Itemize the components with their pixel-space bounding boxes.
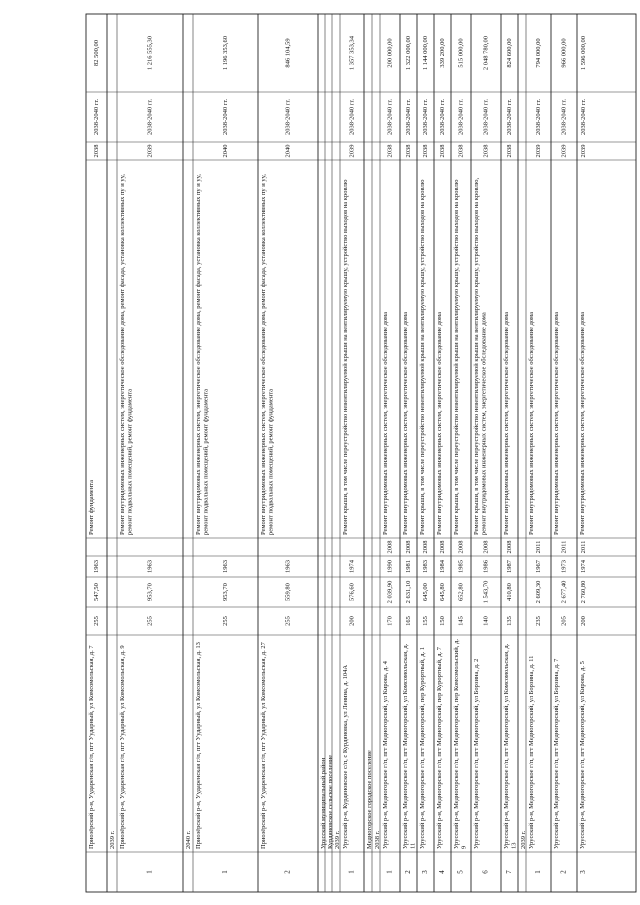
work-cell-line: Ремонт внутридомовых инженерных систем, энергетическое обследование дома	[553, 311, 561, 535]
work-cell-line: ремонт подвальных помещений, ремонт фундамента	[202, 388, 210, 535]
area-cell: 2 760,80	[579, 580, 587, 604]
period-cell: 2038-2040 гг.	[92, 98, 100, 136]
address-cell-line: Приозёрский р-н, Уударенская г/п, пгт Уударный, ул Комсомольская, д. 27	[260, 642, 268, 849]
address-cell	[528, 656, 535, 849]
address-cell-line: Приозёрский р-н, Уударенская г/п, пгт Уударный, ул Комсомольская, д. 13	[195, 642, 203, 849]
year-built-cell: 1981	[404, 560, 412, 573]
period-cell: 2038-2040 гг.	[505, 98, 513, 136]
cost-cell: 1 357 353,34	[348, 35, 356, 71]
plan-year-cell: 2038	[404, 144, 412, 158]
year-built-cell: 1986	[482, 560, 490, 573]
group-label-line: Курдяновское сельское поселение	[327, 754, 335, 849]
value-a-cell: 255	[92, 616, 100, 626]
year-built-cell: 1987	[505, 560, 513, 573]
table-row	[579, 36, 587, 874]
table-row	[88, 40, 100, 849]
group-row	[185, 830, 192, 849]
address-cell	[503, 643, 518, 849]
work-cell	[419, 179, 426, 535]
table-row	[342, 35, 355, 874]
group-label	[320, 757, 327, 849]
work-cell-line: Ремонт внутридомовых инженерных систем, энергетическое обследование дома, ремонт фасада, установка коллективных пу и уу,	[260, 174, 268, 535]
group-label	[327, 755, 334, 849]
cost-cell: 339 200,00	[438, 38, 446, 68]
value-a-cell: 200	[579, 616, 587, 626]
cost-cell: 794 000,00	[534, 38, 542, 68]
period-cell: 2038-2040 гг.	[579, 98, 587, 136]
row-number: 2	[404, 870, 413, 874]
year-repair-cell: 2011	[534, 540, 542, 554]
group-label	[109, 830, 116, 849]
work-cell	[260, 174, 275, 535]
plan-year-cell: 2040	[284, 144, 292, 158]
period-cell: 2038-2040 гг.	[146, 98, 154, 136]
area-cell: 2 609,30	[534, 580, 542, 604]
work-cell	[402, 312, 409, 535]
value-a-cell: 150	[438, 616, 446, 626]
work-cell	[579, 312, 586, 535]
address-cell-line: Урусский р-н, Медногорское г/п, пгт Медногорский, ул Борзина, д. 2	[473, 658, 481, 849]
value-a-cell: 145	[457, 616, 465, 626]
plan-year-cell: 2038	[457, 144, 465, 158]
year-built-cell: 1967	[534, 560, 542, 573]
period-cell: 2038-2040 гг.	[534, 98, 542, 136]
year-built-cell: 1974	[579, 560, 587, 573]
address-cell	[473, 659, 480, 849]
year-built-cell: 1963	[92, 560, 100, 573]
year-repair-cell: 2008	[421, 540, 429, 554]
value-a-cell: 205	[560, 616, 568, 626]
period-cell: 2038-2040 гг.	[348, 98, 356, 136]
value-a-cell: 170	[386, 616, 394, 626]
table-row	[382, 38, 393, 873]
plan-year-cell: 2038	[386, 144, 394, 158]
table-row	[402, 36, 417, 874]
year-repair-cell: 2008	[386, 540, 394, 554]
work-cell	[88, 480, 95, 535]
work-cell	[553, 312, 560, 535]
table-row	[419, 36, 429, 874]
area-cell: 410,80	[505, 583, 513, 601]
cost-cell: 1 196 353,60	[221, 35, 229, 71]
period-cell: 2038-2040 гг.	[438, 98, 446, 136]
plan-year-cell: 2039	[579, 144, 587, 158]
work-cell-line: Ремонт внутридомовых инженерных систем, энергетическое обследование дома, ремонт фасада, установка коллективных пу и уу,	[119, 174, 127, 535]
plan-year-cell: 2038	[92, 144, 100, 158]
cost-cell: 1 596 000,00	[579, 35, 587, 71]
year-repair-cell: 2011	[579, 540, 587, 554]
area-cell: 645,80	[438, 583, 446, 601]
area-cell: 2 677,40	[560, 580, 568, 604]
work-cell	[436, 312, 443, 535]
work-cell-line: Ремонт внутридомовых инженерных систем, энергетическое обследование дома	[382, 311, 390, 535]
work-cell	[473, 177, 488, 535]
group-label-line: 2038 г.	[374, 830, 382, 849]
work-cell-line: ремонт подвальных помещений, ремонт фундамента	[267, 388, 275, 535]
work-cell-line: Ремонт крыши, в том числе переустройство невентилируемой крыши на вентилируемую крышу, устройство выходов на кровлю	[453, 179, 461, 535]
work-cell-line: Ремонт крыши, в том числе переустройство невентилируемой крыши на вентилируемую крышу, устройство выходов на кровлю	[342, 179, 350, 535]
group-label-line: 2039 г.	[334, 830, 342, 849]
address-cell-line: Урусский р-н, Медногорское г/п, пгт Медногорский, пер Курортный, д. 1	[419, 647, 427, 849]
cost-cell: 966 000,00	[560, 38, 568, 68]
address-cell	[553, 658, 560, 849]
area-cell: 2 631,10	[404, 580, 412, 604]
plan-year-cell: 2039	[146, 144, 154, 158]
address-cell	[436, 646, 443, 849]
row-number: 1	[221, 870, 230, 874]
address-cell	[342, 665, 349, 849]
address-cell	[260, 641, 267, 849]
address-cell-line: Урусский р-н, Медногорское г/п, пгт Медногорский, пер Курортный, д. 7	[436, 647, 444, 849]
work-cell-line: Ремонт крыши, в том числе переустройство невентилируемой крыши на вентилируемую крышу, устройство выходов на кровлю	[419, 179, 427, 535]
address-cell-line: Урусский р-н, Медногорское г/п, пгт Медногорский, ул Борзина, д. 7	[553, 658, 561, 849]
value-a-cell: 255	[146, 616, 154, 626]
year-repair-cell: 2008	[482, 540, 490, 554]
value-a-cell: 200	[348, 616, 356, 626]
area-cell: 953,70	[221, 583, 229, 601]
address-cell	[195, 642, 202, 849]
row-number: 2	[283, 870, 292, 874]
area-cell: 576,60	[348, 583, 356, 601]
work-cell-line: ремонт подвальных помещений, ремонт фундамента	[126, 388, 134, 535]
plan-year-cell: 2039	[560, 144, 568, 158]
cost-cell: 200 000,00	[386, 38, 394, 68]
area-cell: 652,80	[457, 583, 465, 601]
address-cell-line: 11	[409, 842, 417, 849]
work-cell-line: Ремонт внутридомовых инженерных систем, энергетическое обследование дома	[528, 311, 536, 535]
period-cell: 2038-2040 гг.	[284, 98, 292, 136]
value-a-cell: 255	[284, 616, 292, 626]
address-cell	[88, 645, 95, 849]
period-cell: 2038-2040 гг.	[386, 98, 394, 136]
work-cell	[195, 174, 210, 535]
plan-year-cell: 2038	[482, 144, 490, 158]
period-cell: 2038-2040 гг.	[457, 98, 465, 136]
year-built-cell: 1984	[438, 560, 446, 573]
value-a-cell: 135	[505, 616, 513, 626]
plan-year-cell: 2038	[421, 144, 429, 158]
group-label-line: 2039 г.	[520, 830, 528, 849]
period-cell: 2038-2040 гг.	[221, 98, 229, 136]
work-cell-line: Ремонт внутридомовых инженерных систем, энергетическое обследование дома, ремонт фасада, установка коллективных пу и уу,	[195, 174, 203, 535]
year-repair-cell: 2008	[404, 540, 412, 554]
cost-cell: 1 322 000,00	[404, 35, 412, 71]
table-row	[473, 36, 489, 874]
address-cell-line: 9	[460, 845, 468, 849]
table-row	[436, 38, 446, 873]
work-cell-line: Ремонт внутридомовых инженерных систем, энергетическое обследование дома	[402, 311, 410, 535]
row-number: 7	[505, 870, 514, 874]
row-number: 5	[456, 870, 465, 874]
work-cell-line: Ремонт фундамента	[88, 480, 96, 535]
address-cell	[453, 639, 468, 849]
work-cell	[119, 174, 134, 535]
value-a-cell: 155	[421, 616, 429, 626]
area-cell: 2 039,90	[386, 580, 394, 604]
cost-cell: 1 144 000,00	[421, 35, 429, 71]
year-repair-cell: 2008	[438, 540, 446, 554]
year-built-cell: 1963	[146, 560, 154, 573]
address-cell-line: Урусский р-н, Медногорское г/п, пгт Медногорский, ул Кирова, д. 4	[382, 661, 390, 849]
year-built-cell: 1974	[348, 560, 356, 573]
cost-cell: 1 216 555,30	[146, 35, 154, 71]
address-cell-line: Урусский р-н, Медногорское г/п, пгт Медногорский, пер Комсомольский, д.	[453, 639, 461, 849]
value-a-cell: 165	[404, 616, 412, 626]
year-built-cell: 1973	[560, 560, 568, 573]
work-cell-line: Ремонт внутридомовых инженерных систем, энергетическое обследование дома	[503, 311, 511, 535]
group-label-line: Урусский муниципальный район	[320, 757, 328, 849]
area-cell: 547,50	[92, 583, 100, 601]
value-a-cell: 235	[534, 616, 542, 626]
area-cell: 953,70	[146, 583, 154, 601]
table-row	[260, 38, 291, 873]
address-cell-line: Урусский р-н, Медногорское г/п, пгт Медногорский, ул Борзина, д. 11	[528, 655, 536, 849]
work-cell-line: Ремонт внутридомовых инженерных систем, энергетическое обследование дома	[436, 311, 444, 535]
period-cell: 2038-2040 гг.	[404, 98, 412, 136]
year-built-cell: 1990	[386, 560, 394, 573]
plan-year-cell: 2039	[534, 144, 542, 158]
table-row	[119, 36, 153, 874]
row-number: 3	[579, 870, 588, 874]
row-number: 1	[347, 870, 356, 874]
row-number: 1	[145, 870, 154, 874]
plan-year-cell: 2038	[438, 144, 446, 158]
work-cell	[503, 312, 510, 535]
area-cell: 645,00	[421, 583, 429, 601]
year-built-cell: 1985	[457, 560, 465, 573]
year-repair-cell: 2008	[505, 540, 513, 554]
address-cell	[402, 643, 417, 849]
cost-cell: 515 000,00	[457, 38, 465, 68]
row-number: 6	[481, 870, 490, 874]
group-row	[109, 830, 116, 849]
row-number: 1	[385, 870, 394, 874]
cost-cell: 2 048 780,00	[482, 35, 490, 71]
row-number: 3	[421, 870, 430, 874]
table-row	[553, 38, 567, 873]
row-number: 1	[534, 870, 543, 874]
address-cell-line: Приозёрский р-н, Уударенская г/п, пгт Уударный, ул Комсомольская, д. 7	[88, 645, 96, 849]
work-cell-line: Ремонт крыши, в том числе переустройство невентилируемой крыши на вентилируемую крышу, устройство выходов на кровлю,	[473, 177, 481, 535]
cost-cell: 82 500,00	[92, 40, 100, 66]
table-row	[528, 38, 542, 873]
year-repair-cell: 2008	[457, 540, 465, 554]
table-row	[453, 38, 468, 873]
period-cell: 2038-2040 гг.	[482, 98, 490, 136]
group-label-line: Медногорское городское поселение	[366, 750, 374, 849]
address-cell-line: Урусский р-н, Медногорское г/п, пгт Медногорский, ул Кирова, д. 5	[579, 661, 587, 849]
table-row	[195, 36, 229, 874]
plan-year-cell: 2039	[348, 144, 356, 158]
address-cell	[419, 647, 426, 849]
address-cell-line: 13	[510, 842, 518, 849]
group-row	[320, 757, 327, 849]
table-row	[503, 38, 518, 873]
year-built-cell: 1963	[284, 560, 292, 573]
plan-year-cell: 2038	[505, 144, 513, 158]
value-a-cell: 140	[482, 616, 490, 626]
cost-cell: 824 600,00	[505, 38, 513, 68]
year-built-cell: 1963	[221, 560, 229, 573]
work-cell	[342, 179, 349, 535]
address-cell	[579, 661, 586, 849]
address-cell-line: Урусский р-н, Медногорское г/п, пгт Медногорский, ул Комсомольская, д.	[503, 643, 511, 849]
row-number: 4	[438, 870, 447, 874]
area-cell: 1 543,70	[482, 580, 490, 604]
address-cell-line: Урусский р-н, Курдяновское с/п, с Курдяновка, ул Ленина, д. 104А	[342, 664, 350, 849]
address-cell	[382, 660, 389, 849]
plan-year-cell: 2040	[221, 144, 229, 158]
period-cell: 2038-2040 гг.	[560, 98, 568, 136]
area-cell: 559,80	[284, 583, 292, 601]
work-cell-line: Ремонт внутридомовых инженерных систем, энергетическое обследование дома	[579, 311, 587, 535]
row-number: 2	[559, 870, 568, 874]
work-cell-line: ремонт внутридомовых инженерных систем, энергетическое обследование дома	[480, 312, 488, 535]
group-label-line: 2040 г.	[185, 830, 193, 849]
year-built-cell: 1983	[421, 560, 429, 573]
year-repair-cell: 2011	[560, 540, 568, 554]
cost-cell: 846 104,59	[284, 38, 292, 68]
work-cell	[528, 312, 535, 535]
address-cell	[119, 645, 126, 849]
value-a-cell: 255	[221, 616, 229, 626]
work-cell	[453, 179, 460, 535]
address-cell-line: Приозёрский р-н, Уударенская г/п, пгт Уударный, ул Комсомольская, д. 9	[119, 645, 127, 849]
group-row	[327, 755, 334, 849]
group-label	[185, 830, 192, 849]
period-cell: 2038-2040 гг.	[421, 98, 429, 136]
address-cell-line: Урусский р-н, Медногорское г/п, пгт Медногорский, ул Комсомольская, д.	[402, 643, 410, 849]
group-label-line: 2039 г.	[109, 830, 117, 849]
work-cell	[382, 312, 389, 535]
